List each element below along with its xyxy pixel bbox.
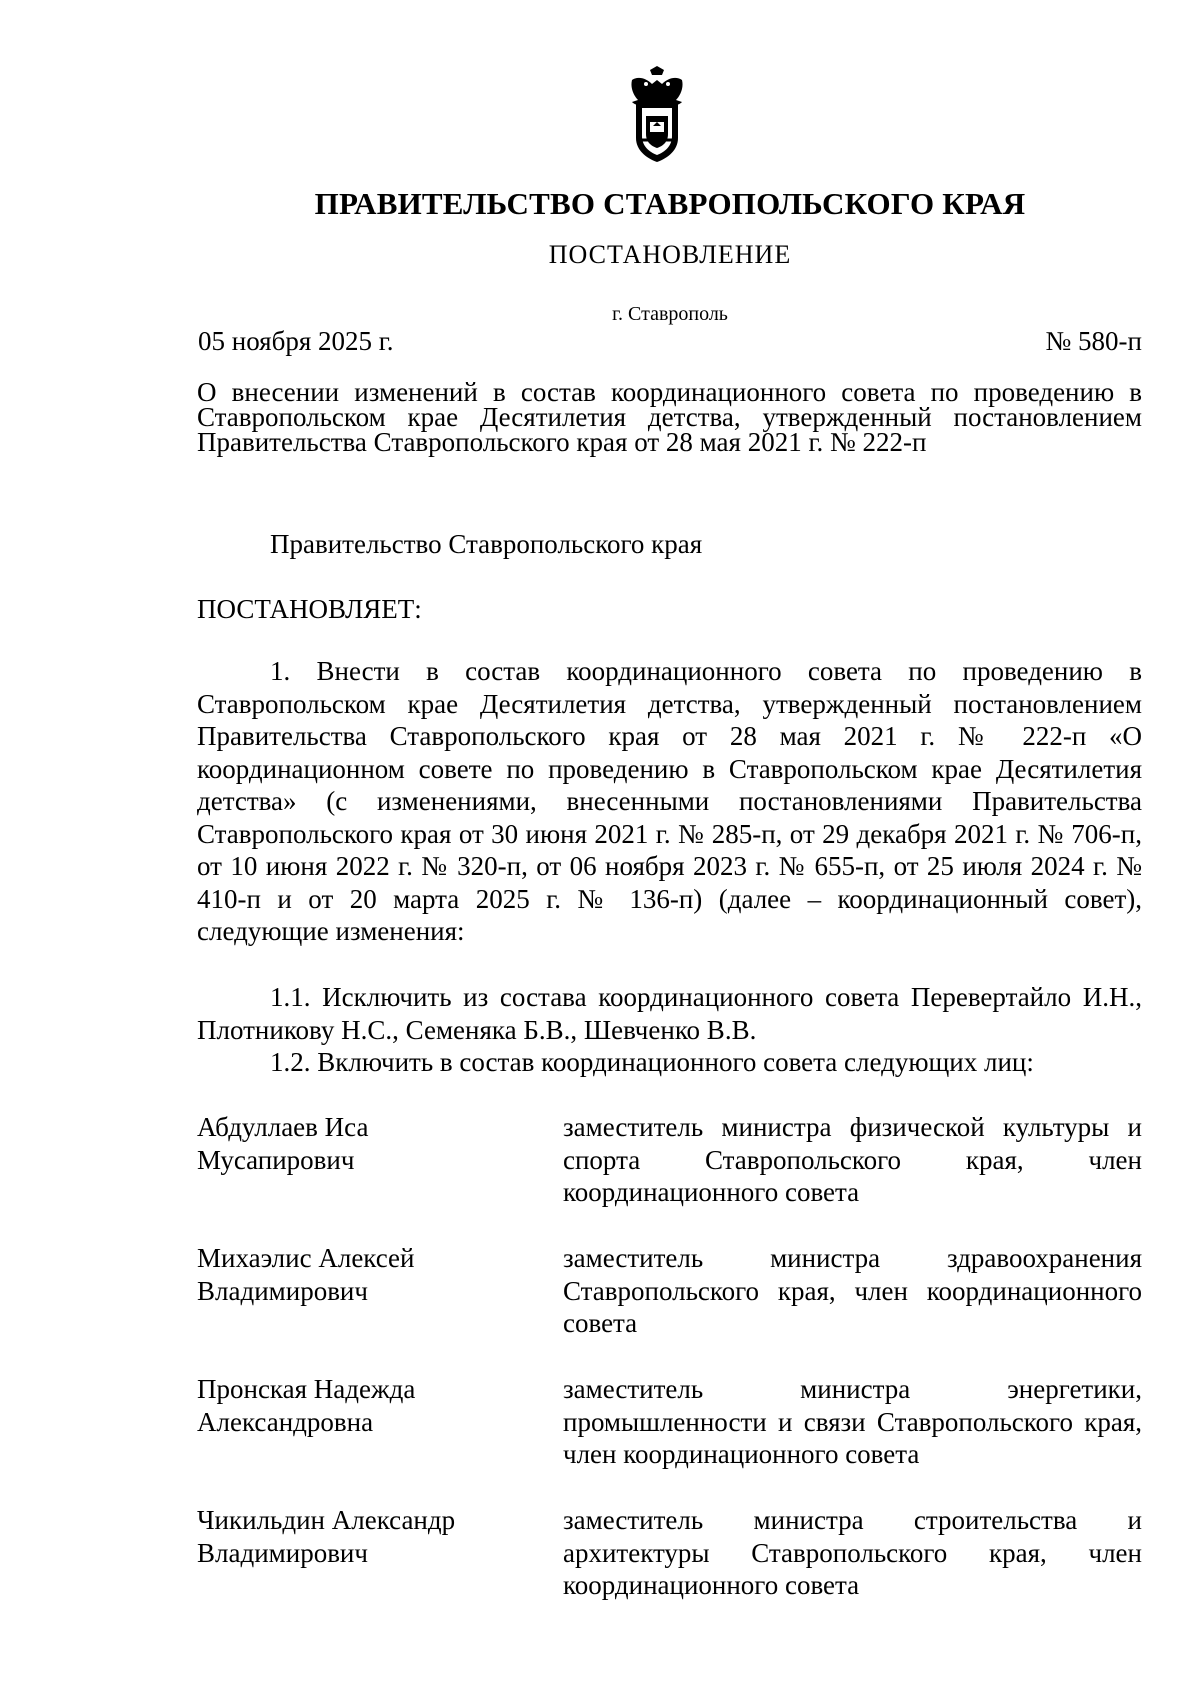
member-list xyxy=(197,1111,1142,1635)
member-role: заместитель министра физической культуры и спорта Ставропольского края, член координационного совета xyxy=(563,1112,1142,1207)
member-name: Пронская Надежда Александровна xyxy=(197,1374,416,1437)
document-subject: О внесении изменений в состав координационного совета по проведению в Ставропольском крае Десятилетия детства, утвержденный постановлением Правительства Ставропольского края от 28 мая 2021 г. № 222-п xyxy=(197,377,1142,457)
member-name: Михаэлис Алексей Владимирович xyxy=(197,1243,415,1306)
member-entry xyxy=(197,1242,1142,1373)
member-role: заместитель министра энергетики, промышленности и связи Ставропольского края, член координационного совета xyxy=(563,1374,1142,1469)
document-number: № 580-п xyxy=(1045,326,1142,356)
paragraph-1-1: 1.1. Исключить из состава координационного совета Перевертайло И.Н., Плотникову Н.С., Семеняка Б.В., Шевченко В.В. xyxy=(197,982,1142,1045)
member-name: Абдуллаев Иса Мусапирович xyxy=(197,1112,369,1175)
paragraph-1: 1. Внести в состав координационного совета по проведению в Ставропольском крае Десятилетия детства, утвержденный постановлением Правительства Ставропольского края от 28 мая 2021 г. № 222-п «О координационном совете по проведению в Ставропольском крае Десятилетия детства» (с изменениями, внесенными постановлениями Правительства Ставропольского края от 30 июня 2021 г. № 285-п, от 29 декабря 2021 г. № 706-п, от 10 июня 2022 г. № 320-п, от 06 ноября 2023 г. № 655-п, от 25 июля 2024 г. № 410-п и от 20 марта 2025 г. № 136-п) (далее – координационный совет), следующие изменения: xyxy=(197,656,1142,946)
member-name: Чикильдин Александр Владимирович xyxy=(197,1505,456,1568)
issuing-authority: Правительство Ставропольского края xyxy=(270,529,703,559)
government-title: ПРАВИТЕЛЬСТВО СТАВРОПОЛЬСКОГО КРАЯ xyxy=(314,186,1026,221)
paragraph-1-2: 1.2. Включить в состав координационного совета следующих лиц: xyxy=(270,1047,1034,1077)
member-role: заместитель министра здравоохранения Ставропольского края, член координационного совета xyxy=(563,1243,1142,1338)
decree-word: ПОСТАНОВЛЯЕТ: xyxy=(197,594,422,624)
member-entry xyxy=(197,1373,1142,1504)
document-date: 05 ноября 2025 г. xyxy=(198,326,394,356)
city: г. Ставрополь xyxy=(612,303,728,325)
member-entry xyxy=(197,1111,1142,1242)
member-role: заместитель министра строительства и архитектуры Ставропольского края, член координационного совета xyxy=(563,1505,1142,1600)
coat-of-arms-icon xyxy=(626,66,688,164)
document-type: ПОСТАНОВЛЕНИЕ xyxy=(548,240,792,269)
member-entry xyxy=(197,1504,1142,1635)
